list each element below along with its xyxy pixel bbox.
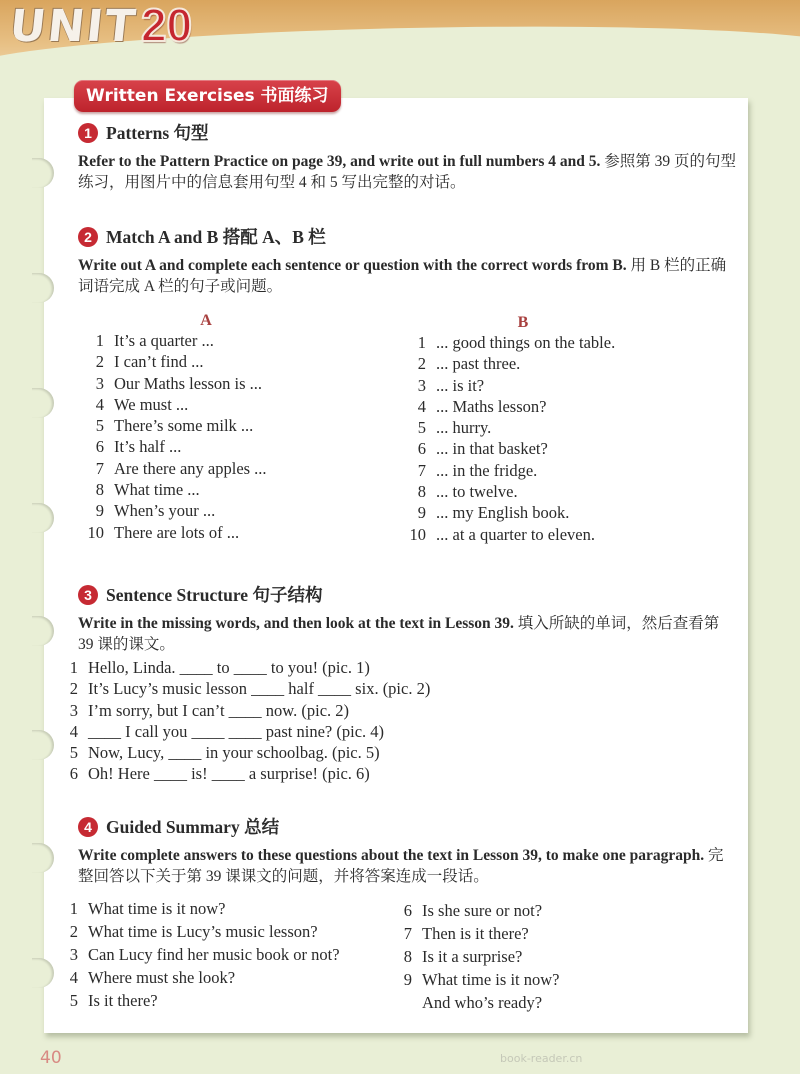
watermark: book-reader.cn — [500, 1052, 583, 1065]
item-number: 1 — [69, 899, 78, 918]
item-number: 1 — [69, 658, 78, 677]
item-number: 6 — [69, 764, 78, 784]
item-number: 6 — [417, 439, 426, 459]
item-number: 9 — [417, 503, 426, 523]
list-item — [384, 922, 559, 945]
unit-number: 20 — [140, 0, 193, 51]
instruction-cn: 用 B 栏的正确词语完成 A 栏的句子或问题。 — [78, 257, 727, 295]
section-number-badge: 2 — [78, 227, 98, 247]
item-number: 8 — [417, 482, 426, 502]
item-number: 2 — [417, 354, 426, 374]
item-text: Oh! Here ____ is! ____ a surprise! (pic. 6) — [88, 764, 370, 784]
item-text: I can’t find ... — [114, 352, 204, 372]
instruction-cn: 填入所缺的单词，然后查看第 39 课的课文。 — [78, 615, 720, 653]
list-item — [76, 330, 376, 351]
item-number: 5 — [69, 991, 78, 1010]
item-text: Then is it there? — [422, 924, 529, 943]
item-number: 9 — [95, 501, 104, 521]
section-number-badge: 3 — [78, 585, 98, 605]
item-number: 4 — [69, 721, 78, 741]
list-item — [384, 991, 559, 1014]
list-item — [50, 966, 340, 989]
section-heading — [78, 224, 738, 249]
section-patterns — [78, 120, 738, 193]
instruction-cn: 参照第 39 页的句型练习，用图片中的信息套用句型 4 和 5 写出完整的对话。 — [78, 153, 736, 191]
item-text: We must ... — [114, 394, 189, 414]
list-item — [76, 458, 376, 479]
item-number: 10 — [87, 522, 104, 542]
item-text: ... at a quarter to eleven. — [436, 524, 595, 544]
summary-questions-right — [384, 899, 559, 1014]
section-heading — [78, 814, 738, 839]
section-heading — [78, 120, 738, 145]
list-item — [76, 394, 376, 415]
item-number: 5 — [417, 418, 426, 438]
binder-hole — [32, 273, 54, 303]
list-item — [50, 721, 738, 742]
item-text: ... in the fridge. — [436, 460, 538, 480]
binder-hole — [32, 503, 54, 533]
item-number: 1 — [95, 331, 104, 350]
item-number: 3 — [69, 945, 78, 964]
binder-hole — [32, 158, 54, 188]
item-number: 4 — [417, 396, 426, 416]
item-text: Hello, Linda. ____ to ____ to you! (pic. 1) — [88, 658, 370, 677]
page-number: 40 — [40, 1048, 62, 1068]
item-number: 3 — [69, 700, 78, 720]
item-text: Can Lucy find her music book or not? — [88, 945, 340, 964]
item-text: ... hurry. — [436, 418, 492, 438]
list-item — [50, 742, 738, 763]
list-item — [50, 897, 340, 920]
list-item — [384, 899, 559, 922]
section-title: Match A and B 搭配 A、B 栏 — [106, 227, 326, 247]
item-text: There’s some milk ... — [114, 416, 254, 436]
item-number: 2 — [69, 679, 78, 699]
section-instruction — [78, 151, 738, 193]
section-guided-summary — [78, 814, 738, 887]
item-text: ... good things on the table. — [436, 333, 616, 352]
item-number: 8 — [403, 947, 412, 966]
column-a-label: A — [200, 312, 212, 329]
list-item — [76, 373, 376, 394]
item-number: 9 — [403, 970, 412, 989]
item-text: ... is it? — [436, 375, 485, 395]
item-number: 8 — [95, 480, 104, 500]
item-number: 1 — [417, 333, 426, 352]
list-item — [398, 524, 718, 545]
column-a-list — [76, 330, 376, 543]
list-item — [384, 968, 559, 991]
list-item — [398, 460, 718, 481]
item-number: 4 — [69, 968, 78, 987]
item-text: It’s Lucy’s music lesson ____ half ____ six. (pic. 2) — [88, 679, 431, 699]
item-text: Is she sure or not? — [422, 901, 543, 920]
item-text: It’s a quarter ... — [114, 331, 214, 350]
list-item — [50, 989, 340, 1012]
list-item — [398, 375, 718, 396]
column-a — [76, 312, 376, 543]
item-text: ... Maths lesson? — [436, 396, 547, 416]
item-text: ... my English book. — [436, 503, 570, 523]
list-item — [76, 522, 376, 543]
item-number: 4 — [95, 394, 104, 414]
section-title: Patterns 句型 — [106, 123, 209, 143]
section-title: Sentence Structure 句子结构 — [106, 585, 323, 605]
instruction-cn: 完整回答以下关于第 39 课课文的问题，并将答案连成一段话。 — [78, 847, 724, 885]
section-match — [78, 224, 738, 297]
list-item — [76, 500, 376, 521]
item-number: 6 — [403, 901, 412, 920]
list-item — [50, 763, 738, 784]
section-number-badge: 4 — [78, 817, 98, 837]
item-text: And who’s ready? — [422, 993, 543, 1012]
item-text: It’s half ... — [114, 437, 182, 457]
item-text: There are lots of ... — [114, 522, 240, 542]
item-text: Our Maths lesson is ... — [114, 373, 263, 393]
item-number: 10 — [409, 524, 426, 544]
item-text: Where must she look? — [88, 968, 236, 987]
list-item — [50, 678, 738, 699]
list-item — [50, 943, 340, 966]
list-item — [398, 481, 718, 502]
section-instruction — [78, 845, 738, 887]
unit-title — [7, 0, 193, 52]
item-text: When’s your ... — [114, 501, 216, 521]
section-instruction — [78, 255, 738, 297]
instruction-en: Refer to the Pattern Practice on page 39, and write out in full numbers 4 and 5. — [78, 153, 601, 170]
section-sentence-structure — [69, 582, 738, 785]
item-text: I’m sorry, but I can’t ____ now. (pic. 2) — [88, 700, 350, 720]
instruction-en: Write in the missing words, and then look at the text in Lesson 39. — [78, 615, 514, 632]
section-banner: Written Exercises 书面练习 — [74, 80, 341, 112]
item-number: 7 — [417, 460, 426, 480]
summary-questions-left — [50, 897, 340, 1012]
item-text: Is it a surprise? — [422, 947, 523, 966]
column-b-label: B — [517, 314, 529, 331]
item-number: 5 — [69, 743, 78, 763]
section-instruction — [78, 613, 738, 655]
list-item — [76, 351, 376, 372]
instruction-en: Write out A and complete each sentence or question with the correct words from B. — [78, 257, 627, 274]
item-number: 7 — [95, 458, 104, 478]
section-heading — [78, 582, 738, 607]
list-item — [50, 920, 340, 943]
item-number: 3 — [417, 375, 426, 395]
item-text: ... to twelve. — [436, 482, 518, 502]
list-item — [398, 396, 718, 417]
list-item — [76, 479, 376, 500]
item-text: ____ I call you ____ ____ past nine? (pic. 4) — [88, 721, 385, 741]
list-item — [398, 332, 718, 353]
item-number: 2 — [69, 922, 78, 941]
item-text: What time is Lucy’s music lesson? — [88, 922, 318, 941]
list-item — [50, 657, 738, 678]
binder-hole — [32, 388, 54, 418]
item-number: 3 — [95, 373, 104, 393]
item-text: What time is it now? — [88, 899, 226, 918]
list-item — [398, 417, 718, 438]
section-number-badge: 1 — [78, 123, 98, 143]
binder-hole — [32, 843, 54, 873]
list-item — [398, 502, 718, 523]
sentence-list — [50, 657, 738, 785]
item-text: What time ... — [114, 480, 200, 500]
list-item — [398, 438, 718, 459]
item-text: What time is it now? — [422, 970, 560, 989]
list-item — [76, 436, 376, 457]
list-item — [384, 945, 559, 968]
item-number — [384, 991, 412, 1014]
list-item — [398, 353, 718, 374]
item-text: ... past three. — [436, 354, 521, 374]
item-text: ... in that basket? — [436, 439, 548, 459]
item-text: Is it there? — [88, 991, 158, 1010]
item-text: Are there any apples ... — [114, 458, 267, 478]
item-number: 5 — [95, 416, 104, 436]
item-text: Now, Lucy, ____ in your schoolbag. (pic. 5) — [88, 743, 380, 763]
item-number: 7 — [403, 924, 412, 943]
column-b — [398, 314, 718, 545]
list-item — [76, 415, 376, 436]
item-number: 2 — [95, 352, 104, 372]
binder-hole — [32, 616, 54, 646]
unit-word: UNIT — [7, 1, 140, 52]
column-b-list — [398, 332, 718, 545]
instruction-en: Write complete answers to these questions about the text in Lesson 39, to make one paragraph. — [78, 847, 705, 864]
item-number: 6 — [95, 437, 104, 457]
list-item — [50, 700, 738, 721]
section-title: Guided Summary 总结 — [106, 817, 280, 837]
